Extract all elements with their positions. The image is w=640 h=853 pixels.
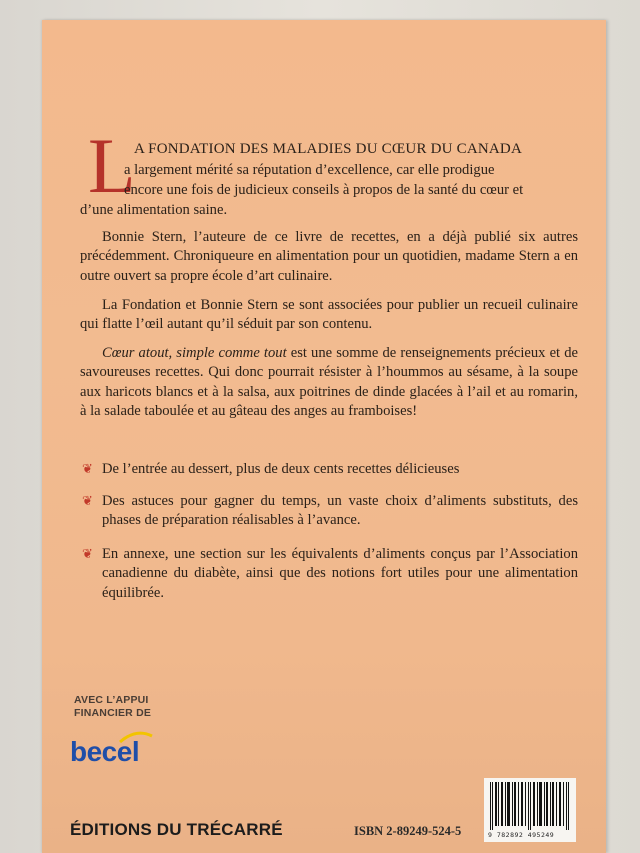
paragraph-description xyxy=(80,344,578,422)
sponsor-line: FINANCIER DE xyxy=(74,707,152,719)
drop-cap: L xyxy=(88,122,136,209)
heading: A FONDATION DES MALADIES DU CŒUR DU CANADA xyxy=(134,141,522,157)
becel-logo: becel xyxy=(70,736,140,767)
sponsor-label xyxy=(74,694,194,720)
publisher-name: ÉDITIONS DU TRÉCARRÉ xyxy=(70,820,283,839)
bullet-item: En annexe, une section sur les équivalents d’aliments conçus par l’Association canadienne du diabète, ainsi que des notions fort utiles pour une alimentation équilibrée. xyxy=(102,546,578,601)
intro-line: encore une fois de judicieux conseils à propos de la santé du cœur et xyxy=(124,182,524,198)
heart-leaf-icon: ❦ xyxy=(82,462,93,477)
bullet-item: De l’entrée au dessert, plus de deux cents recettes délicieuses xyxy=(102,461,460,477)
sponsor-line: AVEC L’APPUI xyxy=(74,694,149,706)
book-title: Cœur atout, simple comme tout xyxy=(102,345,287,361)
heart-leaf-icon: ❦ xyxy=(82,494,93,509)
heart-leaf-icon: ❦ xyxy=(82,547,93,562)
book-back-cover xyxy=(42,20,606,853)
intro-line: a largement mérité sa réputation d’excellence, car elle prodigue xyxy=(124,162,495,178)
isbn: ISBN 2-89249-524-5 xyxy=(354,824,462,838)
barcode xyxy=(484,778,576,842)
bullet-item: Des astuces pour gagner du temps, un vaste choix d’aliments substituts, des phases de préparation réalisables à l’avance. xyxy=(102,493,578,529)
barcode-digits: 9 782892 495249 xyxy=(488,831,555,839)
intro-line: d’une alimentation saine. xyxy=(80,202,228,218)
barcode-bars xyxy=(484,778,576,832)
paragraph-foundation: La Fondation et Bonnie Stern se sont associées pour publier un recueil culinaire qui flatte l’œil autant qu’il séduit par son contenu. xyxy=(80,297,578,333)
paragraph-author: Bonnie Stern, l’auteure de ce livre de recettes, en a déjà publié six autres précédemment. Chroniqueure en alimentation pour un quotidien, madame Stern a en outre ouvert sa propre école d’art culinaire. xyxy=(80,229,578,284)
paragraph-description-text: est une somme de renseignements précieux et de savoureuses recettes. Qui donc pourrait résister à l’hoummos au sésame, à la soupe aux haricots blancs et à la salsa, aux poitrines de dinde glacées à l’ail et au romarin, à la salade taboulée et au gâteau des anges au framboises! xyxy=(80,345,578,420)
